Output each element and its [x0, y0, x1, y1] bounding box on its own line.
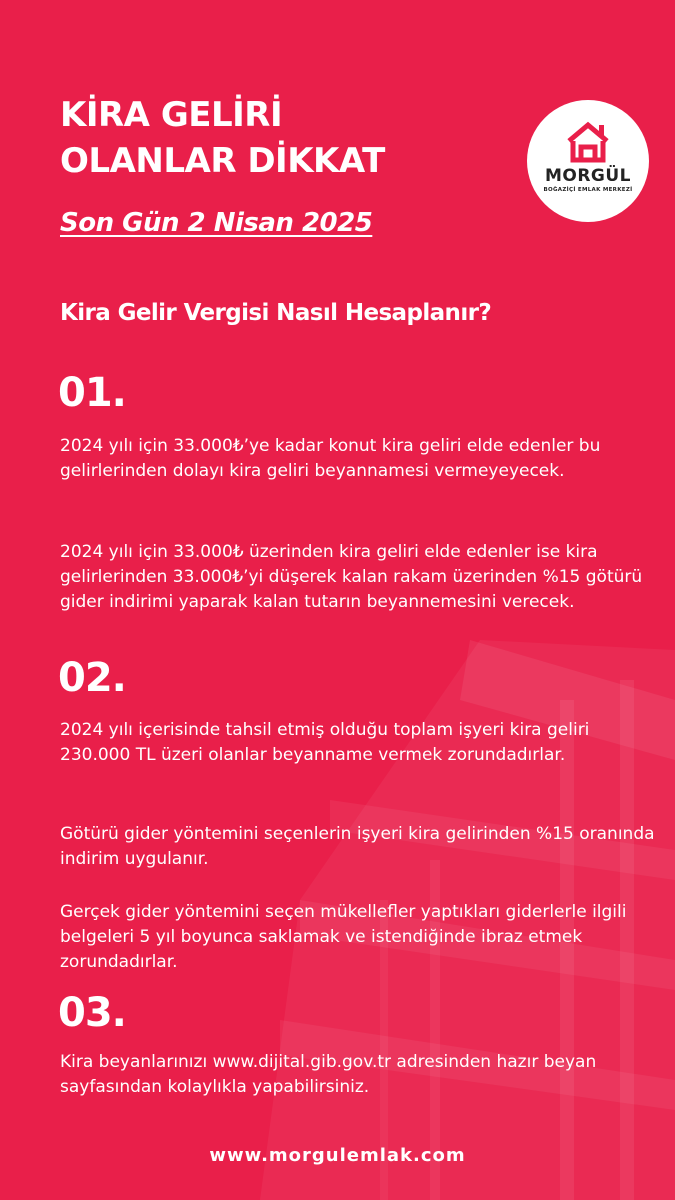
footer-website: www.morgulemlak.com: [209, 1145, 466, 1166]
page-title: [60, 92, 385, 184]
step-1-paragraph-2: 2024 yılı için 33.000₺ üzerinden kira geliri elde edenler ise kira gelirlerinden 33.000₺’yi düşerek kalan rakam üzerinden %15 götürü gider indirimi yaparak kalan tutarın beyannemesini verecek.: [60, 542, 643, 612]
logo-name: MORGÜL: [544, 166, 632, 186]
company-logo: [527, 100, 649, 222]
deadline-text: Son Gün 2 Nisan 2025: [60, 208, 373, 238]
step-2-paragraph-1: 2024 yılı içerisinde tahsil etmiş olduğu toplam işyeri kira geliri 230.000 TL üzeri olanlar beyanname vermek zorundadırlar.: [60, 720, 590, 765]
step-number-3: 03.: [58, 990, 126, 1036]
step-3-paragraph-1: Kira beyanlarınızı www.dijital.gib.gov.tr adresinden hazır beyan sayfasından kolaylıkla yapabilirsiniz.: [60, 1052, 597, 1097]
step-number-1: 01.: [58, 370, 126, 416]
step-2-paragraph-3: Gerçek gider yöntemini seçen mükellefler yaptıkları giderlerle ilgili belgeleri 5 yıl boyunca saklamak ve istendiğinde ibraz etmek zorundadırlar.: [60, 902, 627, 972]
section-subtitle: Kira Gelir Vergisi Nasıl Hesaplanır?: [60, 300, 492, 326]
logo-tagline: BOĞAZİÇİ EMLAK MERKEZİ: [543, 187, 633, 193]
title-line-1: KİRA GELİRİ: [60, 95, 283, 135]
step-1-paragraph-1: 2024 yılı için 33.000₺’ye kadar konut kira geliri elde edenler bu gelirlerinden dolayı kira geliri beyannamesi vermeyeyecek.: [60, 436, 601, 481]
title-line-2: OLANLAR DİKKAT: [60, 141, 385, 181]
house-icon: [527, 100, 649, 222]
step-2-paragraph-2: Götürü gider yöntemini seçenlerin işyeri kira gelirinden %15 oranında indirim uygulanır.: [60, 824, 655, 869]
step-number-2: 02.: [58, 655, 126, 701]
